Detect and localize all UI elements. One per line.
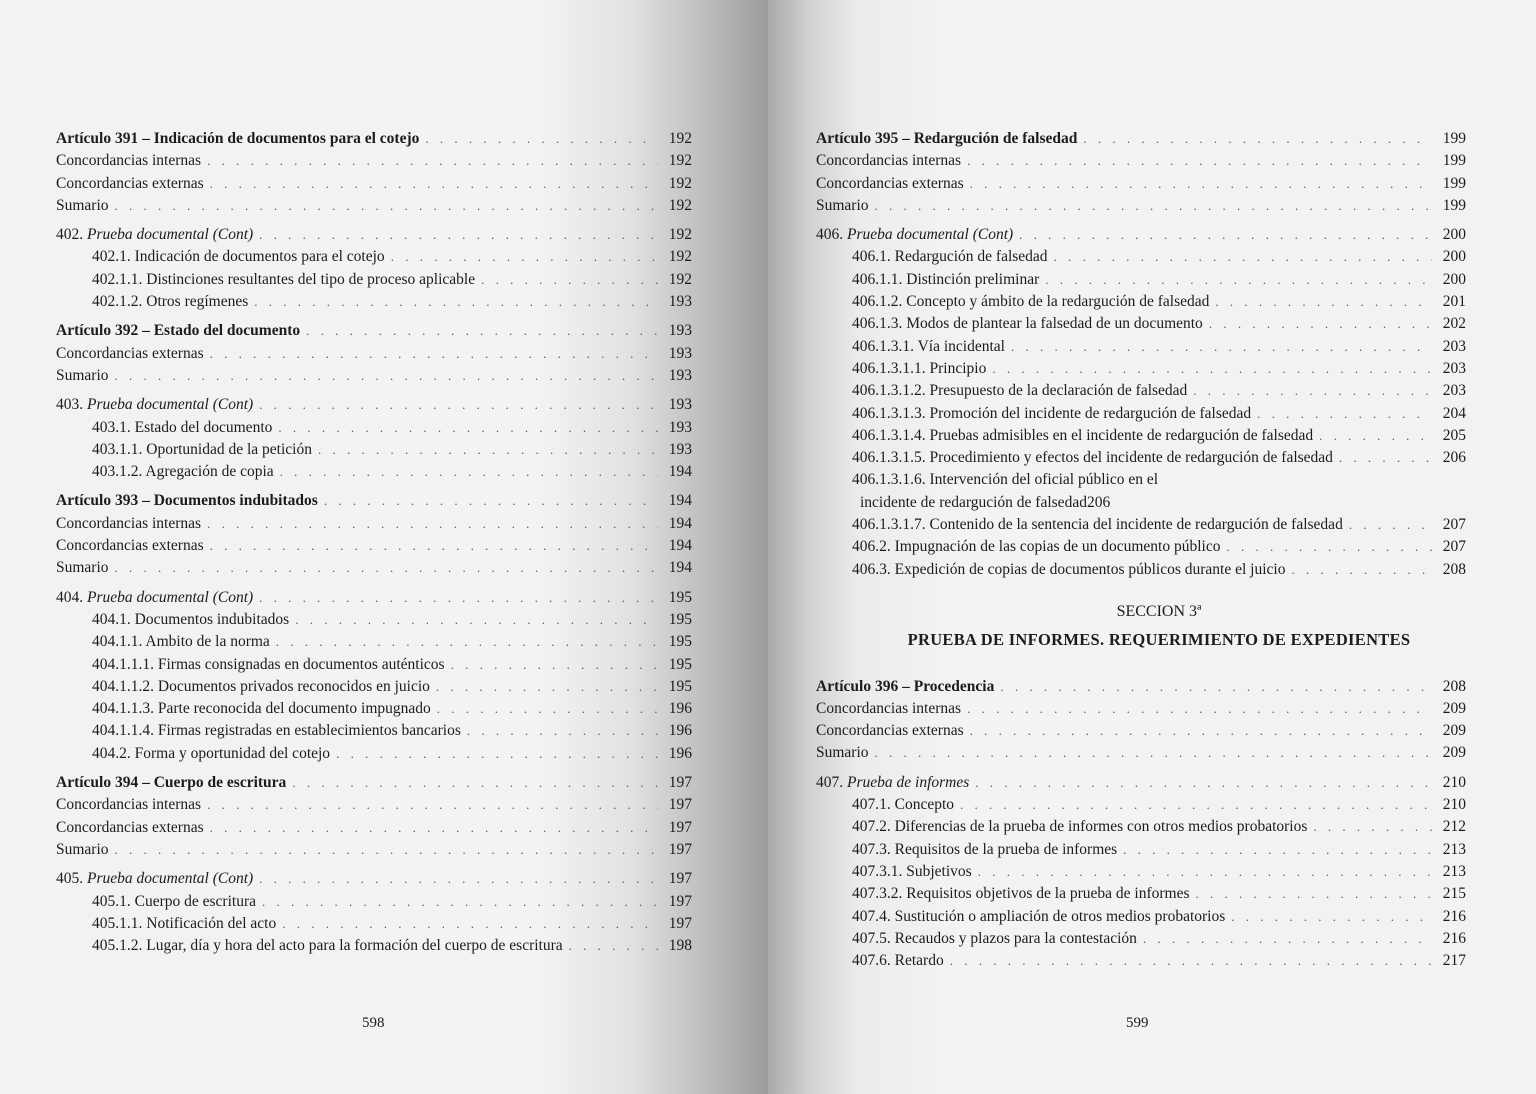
toc-entry <box>56 557 692 579</box>
leader-dots <box>1196 883 1433 905</box>
toc-entry <box>56 417 692 439</box>
toc-entry-title: 406.1.3.1.7. Contenido de la sentencia del incidente de redargución de falsedad <box>852 516 1343 534</box>
toc-entry-title: 403.1.2. Agregación de copia <box>92 463 274 481</box>
toc-entry-title <box>56 224 253 246</box>
toc-page-number: 195 <box>668 610 692 628</box>
toc-entry <box>816 195 1466 217</box>
toc-entry <box>56 720 692 742</box>
toc-entry <box>816 536 1466 558</box>
leader-dots <box>970 173 1432 195</box>
toc-page-number: 195 <box>668 677 692 695</box>
leader-dots <box>1291 559 1432 581</box>
toc-entry <box>816 861 1466 883</box>
leader-dots <box>481 269 658 291</box>
toc-page-number: 194 <box>668 463 692 481</box>
section-title: PRUEBA DE INFORMES. REQUERIMIENTO DE EXPEDIENTES <box>907 630 1411 650</box>
toc-page-number: 199 <box>1442 196 1466 214</box>
toc-entry-italic-title: Prueba documental (Cont) <box>87 870 254 888</box>
toc-entry-title: Artículo 394 – Cuerpo de escritura <box>56 774 287 792</box>
toc-entry-title: Sumario <box>56 196 109 214</box>
leader-dots <box>292 772 658 794</box>
leader-dots <box>1215 291 1432 313</box>
toc-entry <box>56 173 692 195</box>
left-page-number: 598 <box>362 1015 385 1031</box>
toc-entry-title: Sumario <box>56 559 109 577</box>
toc-entry-title: Artículo 395 – Redargución de falsedad <box>816 130 1078 147</box>
toc-entry-title: Artículo 393 – Documentos indubitados <box>56 492 318 510</box>
toc-entry <box>56 794 692 816</box>
toc-entry-title: 406.2. Impugnación de las copias de un documento público <box>852 538 1221 556</box>
toc-page-number: 193 <box>668 418 692 436</box>
leader-dots <box>875 195 1432 217</box>
leader-dots <box>437 698 658 720</box>
toc-entry <box>56 343 692 365</box>
toc-page-number: 203 <box>1442 382 1466 400</box>
leader-dots <box>115 195 658 217</box>
toc-entry <box>816 839 1466 861</box>
toc-entry-title <box>56 587 253 609</box>
left-toc <box>56 128 692 957</box>
leader-dots <box>436 676 658 698</box>
toc-entry <box>56 150 692 172</box>
leader-dots <box>295 609 658 631</box>
toc-entry <box>56 269 692 291</box>
toc-entry-number: 405. <box>56 870 87 888</box>
toc-page-number: 207 <box>1442 538 1466 556</box>
toc-page-number: 202 <box>1442 315 1466 333</box>
toc-entry-number: 404. <box>56 588 87 606</box>
toc-entry <box>816 173 1466 195</box>
toc-entry <box>56 817 692 839</box>
toc-entry <box>56 224 692 246</box>
leader-dots <box>1231 906 1432 928</box>
toc-page-number: 194 <box>668 537 692 555</box>
toc-entry <box>816 291 1466 313</box>
toc-entry-title: Concordancias externas <box>56 537 204 555</box>
toc-entry <box>816 950 1466 972</box>
toc-page-number: 213 <box>1442 862 1466 880</box>
toc-page-number: 193 <box>668 366 692 384</box>
toc-entry-italic-title: Prueba documental (Cont) <box>87 396 254 414</box>
toc-entry <box>816 313 1466 335</box>
toc-page-number: 194 <box>668 514 692 532</box>
toc-entry-title: Concordancias externas <box>816 722 964 740</box>
toc-entry <box>56 535 692 557</box>
leader-dots <box>451 654 658 676</box>
leader-dots <box>324 490 658 512</box>
leader-dots <box>115 839 658 861</box>
toc-entry <box>56 631 692 653</box>
toc-page-number: 200 <box>1442 226 1466 244</box>
toc-entry <box>816 794 1466 816</box>
toc-page-number: 195 <box>668 633 692 651</box>
toc-entry-title: 404.1. Documentos indubitados <box>92 610 290 628</box>
toc-entry <box>56 291 692 313</box>
toc-page-number: 195 <box>668 588 692 606</box>
leader-dots <box>1045 269 1432 291</box>
leader-dots <box>950 950 1432 972</box>
leader-dots <box>391 246 658 268</box>
toc-page-number: 206 <box>1086 493 1111 511</box>
toc-article-heading <box>816 676 1466 698</box>
toc-entry-title: Concordancias externas <box>56 174 204 192</box>
toc-entry <box>56 676 692 698</box>
leader-dots <box>207 513 658 535</box>
toc-entry <box>56 913 692 935</box>
toc-entry-number: 406. <box>816 226 847 244</box>
toc-entry-title: 406.1.1. Distinción preliminar <box>852 270 1040 288</box>
toc-entry <box>816 336 1466 358</box>
leader-dots <box>975 772 1432 794</box>
toc-entry-title <box>56 394 253 416</box>
toc-entry <box>816 720 1466 742</box>
toc-page-number: 192 <box>668 130 692 147</box>
toc-page-number: 201 <box>1442 293 1466 311</box>
toc-entry-title: Concordancias externas <box>816 174 964 192</box>
toc-entry <box>56 654 692 676</box>
toc-entry-number: 407. <box>816 773 847 791</box>
toc-page-number: 193 <box>668 440 692 458</box>
toc-entry-title: 407.2. Diferencias de la prueba de informes con otros medios probatorios <box>852 818 1308 836</box>
toc-entry <box>56 698 692 720</box>
toc-entry-title: 407.4. Sustitución o ampliación de otros medios probatorios <box>852 907 1226 925</box>
leader-dots <box>1083 128 1432 150</box>
leader-dots <box>467 720 658 742</box>
toc-page-number: 199 <box>1442 130 1466 147</box>
toc-entry <box>56 587 692 609</box>
toc-article-heading <box>56 772 692 794</box>
toc-entry-number: 402. <box>56 226 87 244</box>
toc-page-number: 204 <box>1442 404 1466 422</box>
toc-entry-line2: incidente de redargución de falsedad <box>860 493 1087 511</box>
toc-entry <box>816 883 1466 905</box>
toc-entry-title: 404.1.1.3. Parte reconocida del documento impugnado <box>92 700 431 718</box>
leader-dots <box>1313 816 1432 838</box>
toc-entry <box>816 403 1466 425</box>
toc-page-number: 197 <box>668 870 692 888</box>
toc-page-number: 197 <box>668 818 692 836</box>
toc-entry-title: 407.3.2. Requisitos objetivos de la prueba de informes <box>852 885 1190 903</box>
toc-entry-title: 407.1. Concepto <box>852 796 955 814</box>
toc-entry-title: 403.1. Estado del documento <box>92 418 273 436</box>
leader-dots <box>1349 514 1432 536</box>
toc-page-number: 210 <box>1442 796 1466 814</box>
toc-entry-title: 405.1. Cuerpo de escritura <box>92 892 256 910</box>
toc-entry-title: Sumario <box>56 366 109 384</box>
toc-entry-italic-title: Prueba documental (Cont) <box>847 226 1014 244</box>
toc-page-number: 199 <box>1442 174 1466 192</box>
toc-entry-title: 404.1.1. Ambito de la norma <box>92 633 270 651</box>
toc-page-number: 192 <box>668 152 692 170</box>
toc-entry-title: Concordancias internas <box>816 699 962 717</box>
leader-dots <box>254 291 658 313</box>
toc-entry-title: 406.1.3.1.1. Principio <box>852 359 987 377</box>
toc-article-heading <box>56 490 692 512</box>
toc-entry <box>56 868 692 890</box>
toc-entry-title: Artículo 392 – Estado del documento <box>56 322 301 340</box>
toc-page-number: 198 <box>668 937 692 955</box>
toc-entry-title <box>816 772 969 794</box>
toc-entry-title: 404.2. Forma y oportunidad del cotejo <box>92 744 331 762</box>
leader-dots <box>282 913 658 935</box>
toc-page-number: 192 <box>668 174 692 192</box>
toc-entry <box>816 224 1466 246</box>
toc-entry-title: Sumario <box>816 744 869 762</box>
toc-page-number: 215 <box>1442 885 1466 903</box>
toc-entry <box>816 150 1466 172</box>
toc-page-number: 197 <box>668 774 692 792</box>
toc-page-number: 203 <box>1442 359 1466 377</box>
toc-page-number: 197 <box>668 892 692 910</box>
toc-entry <box>56 513 692 535</box>
toc-entry-title: 405.1.2. Lugar, día y hora del acto para la formación del cuerpo de escritura <box>92 937 563 955</box>
toc-page-number: 208 <box>1442 560 1466 578</box>
toc-page-number: 205 <box>1442 426 1466 444</box>
toc-page-number: 209 <box>1442 744 1466 762</box>
toc-entry-title: 405.1.1. Notificación del acto <box>92 914 277 932</box>
toc-entry-number: 403. <box>56 396 87 414</box>
toc-entry-italic-title: Prueba documental (Cont) <box>87 588 254 606</box>
leader-dots <box>970 720 1432 742</box>
toc-page-number: 193 <box>668 396 692 414</box>
toc-entry <box>816 698 1466 720</box>
toc-entry-title: Concordancias externas <box>56 344 204 362</box>
toc-entry <box>56 461 692 483</box>
leader-dots <box>1123 839 1432 861</box>
toc-entry-wrapped <box>816 469 1466 514</box>
leader-dots <box>425 128 658 150</box>
toc-entry-title: 403.1.1. Oportunidad de la petición <box>92 440 312 458</box>
leader-dots <box>1257 403 1432 425</box>
leader-dots <box>960 794 1432 816</box>
toc-entry-title: 404.1.1.4. Firmas registradas en establecimientos bancarios <box>92 722 461 740</box>
toc-entry <box>56 743 692 765</box>
toc-entry-title: 406.1.3.1.5. Procedimiento y efectos del incidente de redargución de falsedad <box>852 449 1333 467</box>
leader-dots <box>967 698 1432 720</box>
toc-page-number: 200 <box>1442 248 1466 266</box>
toc-entry-title: 407.5. Recaudos y plazos para la contestación <box>852 929 1137 947</box>
toc-entry-title: Concordancias internas <box>56 514 202 532</box>
toc-entry-italic-title: Prueba documental (Cont) <box>87 226 254 244</box>
toc-page-number: 194 <box>668 559 692 577</box>
leader-dots <box>207 794 658 816</box>
toc-page-number: 193 <box>668 344 692 362</box>
leader-dots <box>306 320 658 342</box>
toc-article-heading <box>56 320 692 342</box>
toc-page-number: 200 <box>1442 270 1466 288</box>
toc-entry <box>56 609 692 631</box>
toc-entry-title: Artículo 391 – Indicación de documentos para el cotejo <box>56 130 420 147</box>
toc-entry-title: 406.1.3.1.4. Pruebas admisibles en el incidente de redargución de falsedad <box>852 426 1314 444</box>
toc-page-number: 196 <box>668 744 692 762</box>
toc-entry-title: 406.1.3.1. Vía incidental <box>852 337 1005 355</box>
right-toc <box>816 128 1466 972</box>
toc-entry-title: 406.3. Expedición de copias de documentos públicos durante el juicio <box>852 560 1286 578</box>
leader-dots <box>318 439 658 461</box>
toc-entry-title <box>816 224 1013 246</box>
toc-page-number: 212 <box>1442 818 1466 836</box>
section-label: SECCION 3ª <box>1116 602 1202 620</box>
leader-dots <box>210 173 658 195</box>
leader-dots <box>1019 224 1432 246</box>
toc-entry <box>56 891 692 913</box>
toc-entry-title: 404.1.1.1. Firmas consignadas en documentos auténticos <box>92 655 445 673</box>
toc-page-number: 192 <box>668 226 692 244</box>
toc-entry-title: 402.1.2. Otros regímenes <box>92 293 249 311</box>
leader-dots <box>1339 447 1432 469</box>
toc-entry <box>56 935 692 957</box>
toc-entry <box>816 559 1466 581</box>
toc-entry-title: Sumario <box>56 840 109 858</box>
toc-entry-title: 406.1.3.1.2. Presupuesto de la declaración de falsedad <box>852 382 1188 400</box>
toc-entry-title: Artículo 396 – Procedencia <box>816 677 995 695</box>
leader-dots <box>262 891 658 913</box>
toc-entry-title: Concordancias internas <box>56 796 202 814</box>
toc-entry-title: 406.1.3. Modos de plantear la falsedad de un documento <box>852 315 1203 333</box>
right-page <box>768 0 1536 1094</box>
toc-page-number: 203 <box>1442 337 1466 355</box>
toc-entry <box>56 246 692 268</box>
toc-page-number: 194 <box>668 492 692 510</box>
toc-entry <box>816 269 1466 291</box>
toc-entry-title: Concordancias internas <box>816 152 962 170</box>
leader-dots <box>115 557 658 579</box>
leader-dots <box>967 150 1432 172</box>
toc-entry <box>56 195 692 217</box>
toc-page-number: 207 <box>1442 516 1466 534</box>
leader-dots <box>1226 536 1432 558</box>
leader-dots <box>115 365 658 387</box>
toc-entry-title: 402.1. Indicación de documentos para el cotejo <box>92 248 385 266</box>
toc-entry-title <box>56 868 253 890</box>
toc-entry-title: 404.1.1.2. Documentos privados reconocidos en juicio <box>92 677 430 695</box>
toc-page-number: 195 <box>668 655 692 673</box>
leader-dots <box>978 861 1432 883</box>
leader-dots <box>259 868 658 890</box>
leader-dots <box>875 742 1432 764</box>
leader-dots <box>259 394 658 416</box>
toc-page-number: 206 <box>1442 449 1466 467</box>
leader-dots <box>1143 928 1432 950</box>
toc-page-number: 197 <box>668 796 692 814</box>
toc-entry <box>56 365 692 387</box>
toc-entry <box>816 514 1466 536</box>
toc-page-number: 216 <box>1442 929 1466 947</box>
leader-dots <box>276 631 658 653</box>
toc-entry <box>816 742 1466 764</box>
toc-entry <box>56 839 692 861</box>
toc-page-number: 197 <box>668 914 692 932</box>
leader-dots <box>210 817 658 839</box>
toc-entry-line1: 406.1.3.1.6. Intervención del oficial público en el <box>852 471 1159 489</box>
toc-entry-title: 402.1.1. Distinciones resultantes del tipo de proceso aplicable <box>92 270 476 288</box>
leader-dots <box>1000 676 1432 698</box>
toc-article-heading <box>56 128 692 150</box>
toc-entry <box>816 246 1466 268</box>
leader-dots <box>336 743 658 765</box>
toc-page-number: 208 <box>1442 677 1466 695</box>
toc-entry <box>816 447 1466 469</box>
toc-entry <box>816 380 1466 402</box>
toc-entry-title: 407.6. Retardo <box>852 952 944 970</box>
toc-entry <box>56 439 692 461</box>
toc-page-number: 210 <box>1442 773 1466 791</box>
leader-dots <box>259 587 658 609</box>
leader-dots <box>259 224 658 246</box>
toc-entry-title: Sumario <box>816 196 869 214</box>
leader-dots <box>210 343 658 365</box>
toc-entry <box>816 906 1466 928</box>
toc-entry-title: 407.3. Requisitos de la prueba de informes <box>852 840 1118 858</box>
toc-entry <box>56 394 692 416</box>
toc-page-number: 193 <box>668 322 692 340</box>
toc-entry <box>816 425 1466 447</box>
leader-dots <box>569 935 658 957</box>
toc-article-heading <box>816 128 1466 150</box>
toc-entry <box>816 816 1466 838</box>
toc-entry-title: 407.3.1. Subjetivos <box>852 862 972 880</box>
toc-page-number: 199 <box>1442 152 1466 170</box>
toc-entry-title: Concordancias internas <box>56 152 202 170</box>
right-page-number: 599 <box>1126 1015 1149 1031</box>
leader-dots <box>207 150 658 172</box>
toc-page-number: 193 <box>668 293 692 311</box>
toc-entry <box>816 772 1466 794</box>
leader-dots <box>1319 425 1432 447</box>
toc-page-number: 209 <box>1442 699 1466 717</box>
toc-entry-italic-title: Prueba de informes <box>847 773 970 791</box>
toc-page-number: 192 <box>668 248 692 266</box>
leader-dots <box>1193 380 1432 402</box>
toc-entry-title: 406.1.2. Concepto y ámbito de la redargución de falsedad <box>852 293 1210 311</box>
toc-entry-title: 406.1.3.1.3. Promoción del incidente de redargución de falsedad <box>852 404 1252 422</box>
leader-dots <box>1209 313 1432 335</box>
toc-page-number: 216 <box>1442 907 1466 925</box>
leader-dots <box>278 417 658 439</box>
leader-dots <box>1011 336 1432 358</box>
toc-page-number: 213 <box>1442 840 1466 858</box>
toc-page-number: 192 <box>668 196 692 214</box>
leader-dots <box>1054 246 1432 268</box>
leader-dots <box>280 461 658 483</box>
leader-dots <box>210 535 658 557</box>
toc-page-number: 196 <box>668 700 692 718</box>
toc-page-number: 192 <box>668 270 692 288</box>
toc-page-number: 197 <box>668 840 692 858</box>
toc-page-number: 217 <box>1442 952 1466 970</box>
toc-entry <box>816 928 1466 950</box>
toc-entry <box>816 358 1466 380</box>
leader-dots <box>992 358 1432 380</box>
toc-page-number: 209 <box>1442 722 1466 740</box>
toc-entry-title: 406.1. Redargución de falsedad <box>852 248 1048 266</box>
toc-page-number: 196 <box>668 722 692 740</box>
toc-entry-title: Concordancias externas <box>56 818 204 836</box>
